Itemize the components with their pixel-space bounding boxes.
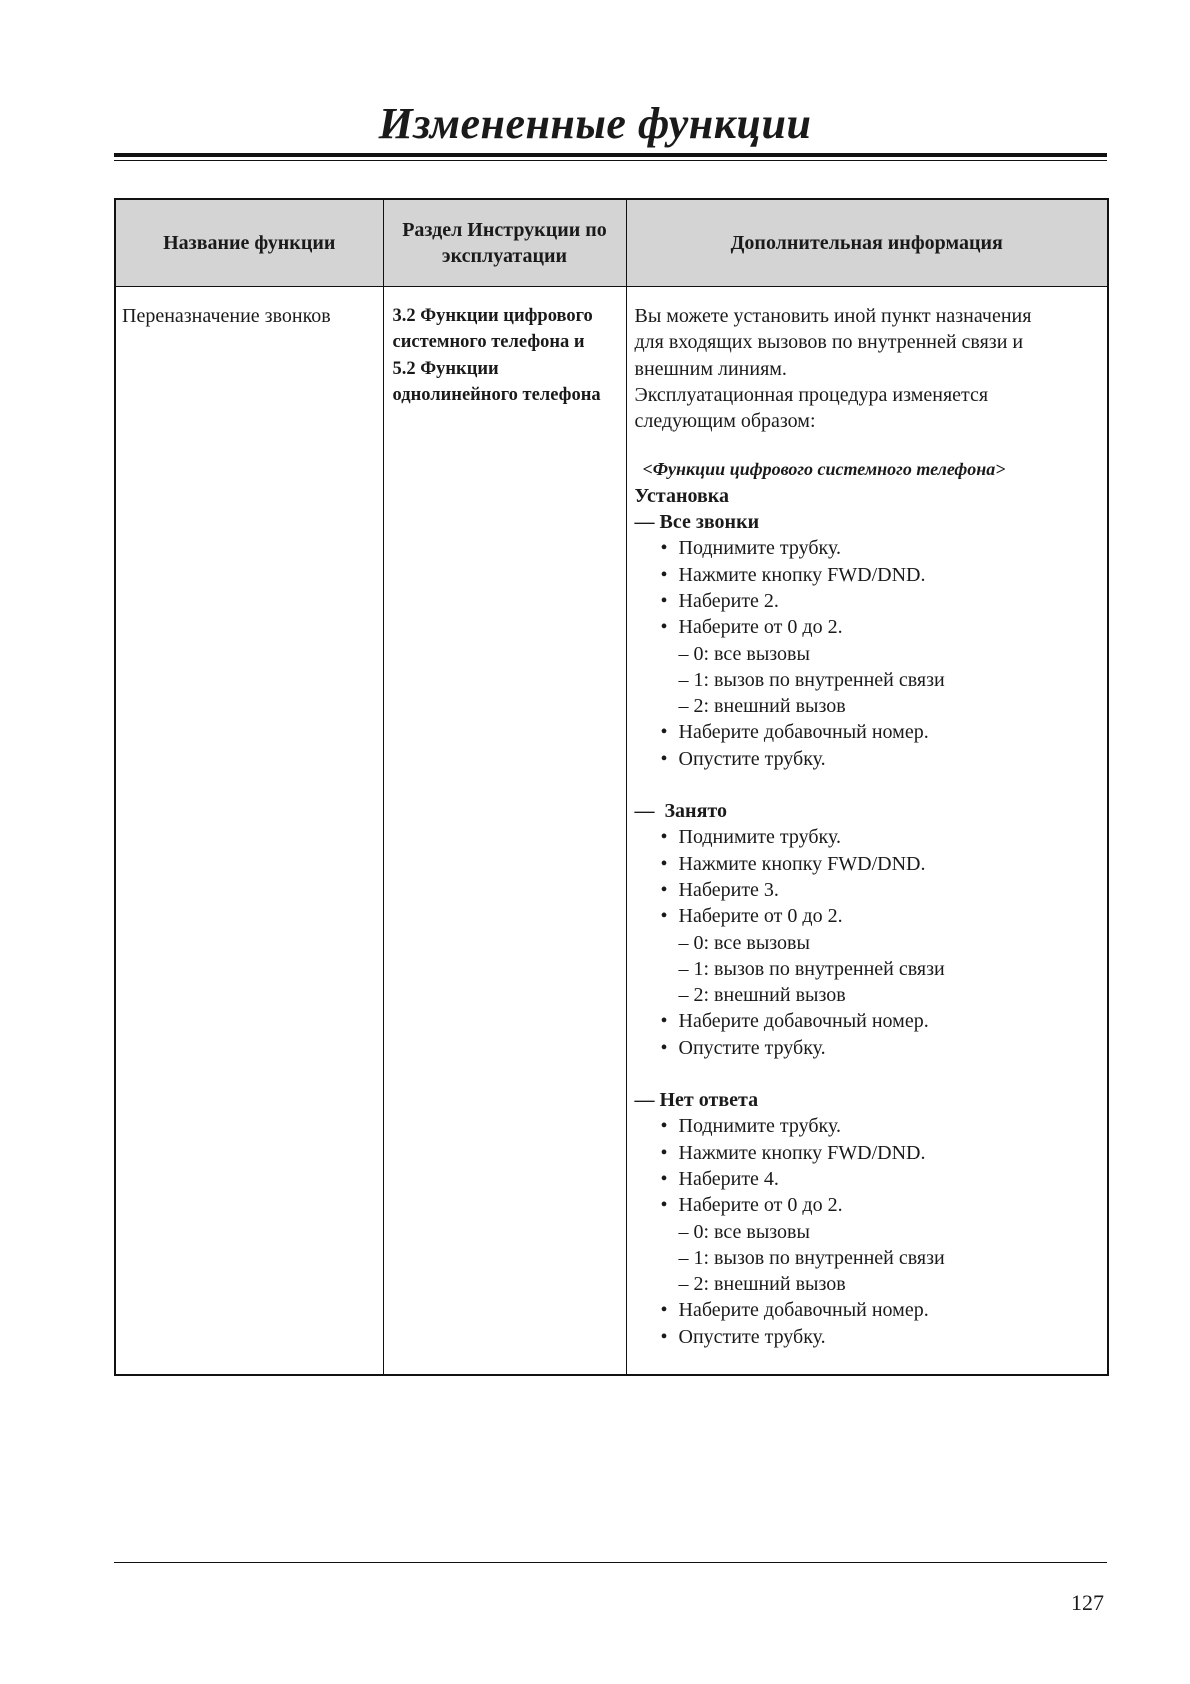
steps-list xyxy=(635,1008,1102,1061)
option-item: – 2: внешний вызов xyxy=(678,1273,846,1296)
intro-line: Эксплуатационная процедура изменяется xyxy=(634,383,989,406)
step-item: • Наберите 4. xyxy=(661,1166,1102,1192)
group-title: — Занято xyxy=(634,800,727,823)
manual-section-cell xyxy=(383,287,626,1376)
additional-info-cell xyxy=(626,287,1108,1376)
step-item: • Наберите от 0 до 2. xyxy=(661,614,1102,640)
footer-rule xyxy=(114,1562,1107,1563)
options-list xyxy=(635,641,1102,720)
option-item: – 1: вызов по внутренней связи xyxy=(678,1246,945,1269)
page-number: 127 xyxy=(1071,1590,1104,1615)
intro-line: внешним линиям. xyxy=(634,357,787,380)
step-item: • Нажмите кнопку FWD/DND. xyxy=(661,1140,1102,1166)
step-item: • Наберите 3. xyxy=(661,877,1102,903)
steps-list xyxy=(635,535,1102,640)
step-item: • Наберите добавочный номер. xyxy=(661,1297,1102,1323)
group-title: — Все звонки xyxy=(634,511,760,534)
table-row xyxy=(115,287,1108,1376)
header-manual-section: Раздел Инструкции по эксплуатации xyxy=(383,199,626,287)
step-item: • Поднимите трубку. xyxy=(661,824,1102,850)
intro-line: Вы можете установить иной пункт назначения xyxy=(634,305,1032,327)
option-item: – 2: внешний вызов xyxy=(678,695,846,718)
group-spacer xyxy=(635,1061,1102,1087)
header-additional-info: Дополнительная информация xyxy=(626,199,1108,287)
function-name-cell xyxy=(115,287,383,1376)
group-title: — Нет ответа xyxy=(634,1089,759,1112)
step-item: • Нажмите кнопку FWD/DND. xyxy=(661,851,1102,877)
manual-section-line: 3.2 Функции цифрового xyxy=(392,306,593,326)
step-item: • Наберите от 0 до 2. xyxy=(661,903,1102,929)
option-item: – 2: внешний вызов xyxy=(678,984,846,1007)
options-list xyxy=(635,1219,1102,1298)
steps-list xyxy=(635,719,1102,772)
manual-section-line: системного телефона и xyxy=(392,332,585,353)
group-spacer xyxy=(635,772,1102,798)
steps-list xyxy=(635,1297,1102,1350)
step-item: • Опустите трубку. xyxy=(661,1035,1102,1061)
setup-label: Установка xyxy=(634,484,730,507)
functions-table xyxy=(114,198,1109,1376)
manual-section-line: однолинейного телефона xyxy=(392,384,601,405)
steps-list xyxy=(635,1113,1102,1218)
step-item: • Опустите трубку. xyxy=(661,746,1102,772)
header-function-name: Название функции xyxy=(115,199,383,287)
option-item: – 0: все вызовы xyxy=(678,931,810,954)
step-item: • Наберите добавочный номер. xyxy=(661,1008,1102,1034)
step-item: • Опустите трубку. xyxy=(661,1324,1102,1350)
page-title: Измененные функции xyxy=(378,99,812,148)
function-name: Переназначение звонков xyxy=(122,305,331,327)
intro-line: для входящих вызовов по внутренней связи и xyxy=(634,331,1024,354)
section-title: <Функции цифрового системного телефона> xyxy=(642,459,1006,480)
step-item: • Поднимите трубку. xyxy=(661,535,1102,561)
step-item: • Наберите 2. xyxy=(661,588,1102,614)
option-item: – 0: все вызовы xyxy=(678,1220,810,1243)
steps-list xyxy=(635,824,1102,929)
step-item: • Нажмите кнопку FWD/DND. xyxy=(661,562,1102,588)
table-header-row xyxy=(115,199,1108,287)
option-item: – 1: вызов по внутренней связи xyxy=(678,668,945,691)
option-item: – 0: все вызовы xyxy=(678,642,810,665)
option-item: – 1: вызов по внутренней связи xyxy=(678,957,945,980)
manual-section-line: 5.2 Функции xyxy=(392,358,499,379)
title-rule-thin xyxy=(114,160,1107,161)
step-item: • Наберите добавочный номер. xyxy=(661,719,1102,745)
intro-line: следующим образом: xyxy=(634,410,816,433)
options-list xyxy=(635,930,1102,1009)
step-item: • Наберите от 0 до 2. xyxy=(661,1192,1102,1218)
title-rule-thick xyxy=(114,153,1107,157)
step-item: • Поднимите трубку. xyxy=(661,1113,1102,1139)
